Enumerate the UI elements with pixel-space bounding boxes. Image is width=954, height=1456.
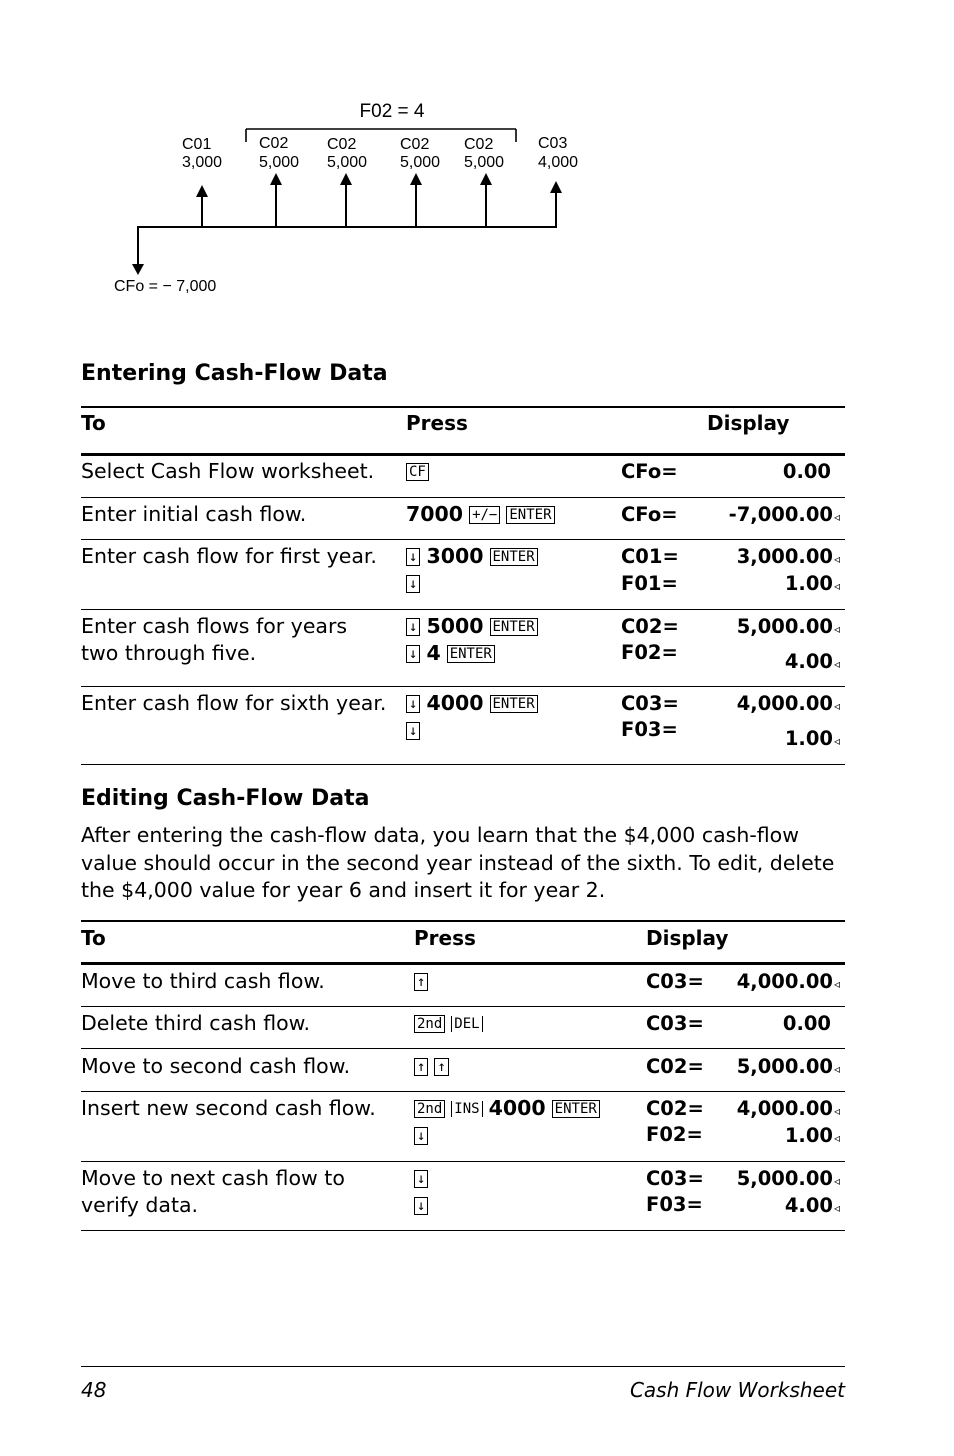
row-divider bbox=[81, 1048, 845, 1049]
down-arrow-key-icon: ↓ bbox=[406, 575, 420, 593]
computed-indicator-icon: ◃ bbox=[833, 734, 840, 748]
row-keys-line-2 bbox=[406, 717, 420, 744]
header-press: Press bbox=[414, 926, 476, 950]
down-arrow-key-icon: ↓ bbox=[414, 1197, 428, 1215]
initial-flow-label: CFo = − 7,000 bbox=[114, 278, 217, 295]
header-to: To bbox=[81, 411, 106, 435]
header-display: Display bbox=[707, 411, 790, 435]
flow-arrow-2 bbox=[259, 135, 299, 227]
display-label: F02= bbox=[646, 1123, 703, 1146]
display-label: CFo= bbox=[621, 460, 678, 483]
down-arrow-key-icon: ↓ bbox=[414, 1127, 428, 1145]
display-label: C02= bbox=[621, 615, 679, 638]
second-key: 2nd bbox=[414, 1100, 445, 1118]
display-label: C03= bbox=[646, 970, 704, 993]
up-arrow-key-icon: ↑ bbox=[414, 1058, 428, 1076]
flow-arrow-4 bbox=[400, 136, 440, 227]
flow-value-3: 5,000 bbox=[327, 154, 368, 171]
row-keys bbox=[406, 690, 538, 717]
second-key: 2nd bbox=[414, 1015, 445, 1033]
flow-label-3: C02 bbox=[327, 136, 357, 153]
display-value: 0.00 bbox=[782, 460, 831, 483]
computed-indicator-icon: ◃ bbox=[833, 657, 840, 671]
enter-key: ENTER bbox=[490, 618, 538, 636]
computed-indicator-icon: ◃ bbox=[833, 552, 840, 566]
row-divider bbox=[81, 497, 845, 498]
computed-indicator-icon: ◃ bbox=[833, 977, 840, 991]
row-keys bbox=[406, 543, 538, 570]
display-value: -7,000.00◃ bbox=[728, 503, 840, 526]
cf-key: CF bbox=[406, 463, 429, 481]
flow-arrow-5 bbox=[464, 136, 504, 227]
flow-value-5: 5,000 bbox=[464, 154, 505, 171]
flow-label-4: C02 bbox=[400, 136, 430, 153]
display-value: 4,000.00◃ bbox=[736, 970, 840, 993]
row-instruction: Enter cash flow for first year. bbox=[81, 544, 377, 568]
display-label: C03= bbox=[621, 692, 679, 715]
computed-indicator-icon: ◃ bbox=[833, 1201, 840, 1215]
header-display: Display bbox=[646, 926, 729, 950]
display-label: C02= bbox=[646, 1055, 704, 1078]
sign-change-key: +/− bbox=[469, 506, 500, 524]
computed-indicator-icon: ◃ bbox=[833, 699, 840, 713]
initial-outflow-arrow bbox=[132, 227, 144, 275]
section-heading-entering: Entering Cash-Flow Data bbox=[81, 361, 388, 386]
computed-indicator-icon: ◃ bbox=[833, 1131, 840, 1145]
row-keys bbox=[414, 1165, 428, 1192]
row-instruction: Enter cash flows for years bbox=[81, 614, 348, 638]
ins-key: INS bbox=[451, 1101, 482, 1117]
display-label: C02= bbox=[646, 1097, 704, 1120]
table-top-rule bbox=[81, 406, 845, 408]
table-bottom-rule bbox=[81, 764, 845, 765]
down-arrow-key-icon: ↓ bbox=[406, 548, 420, 566]
del-key: DEL bbox=[451, 1016, 482, 1032]
row-keys-line-2 bbox=[406, 570, 420, 597]
row-divider bbox=[81, 1091, 845, 1092]
display-value: 5,000.00◃ bbox=[736, 1167, 840, 1190]
number-entry: 4 bbox=[426, 641, 441, 665]
row-divider bbox=[81, 686, 845, 687]
flow-value-2: 5,000 bbox=[259, 154, 300, 171]
cash-flow-diagram bbox=[0, 0, 954, 310]
table-top-rule bbox=[81, 920, 845, 922]
row-instruction: Move to second cash flow. bbox=[81, 1054, 351, 1078]
flow-label-5: C02 bbox=[464, 136, 494, 153]
row-instruction: Insert new second cash flow. bbox=[81, 1096, 376, 1120]
number-entry: 4000 bbox=[426, 691, 484, 715]
display-label: C01= bbox=[621, 545, 679, 568]
number-entry: 4000 bbox=[488, 1096, 546, 1120]
row-keys bbox=[406, 458, 429, 485]
computed-indicator-icon: ◃ bbox=[833, 579, 840, 593]
display-value: 4,000.00◃ bbox=[736, 1097, 840, 1120]
up-arrow-key-icon: ↑ bbox=[414, 973, 428, 991]
flow-value-4: 5,000 bbox=[400, 154, 441, 171]
display-label: F03= bbox=[621, 718, 678, 741]
row-instruction: Move to next cash flow to bbox=[81, 1166, 345, 1190]
computed-indicator-icon: ◃ bbox=[833, 1174, 840, 1188]
enter-key: ENTER bbox=[447, 645, 495, 663]
display-label: CFo= bbox=[621, 503, 678, 526]
number-entry: 3000 bbox=[426, 544, 484, 568]
computed-indicator-icon: ◃ bbox=[833, 622, 840, 636]
down-arrow-key-icon: ↓ bbox=[406, 618, 420, 636]
row-instruction: Enter initial cash flow. bbox=[81, 502, 307, 526]
row-divider bbox=[81, 1006, 845, 1007]
row-instruction: Select Cash Flow worksheet. bbox=[81, 459, 375, 483]
bracket-label: F02 = 4 bbox=[359, 101, 425, 122]
footer-rule bbox=[81, 1366, 845, 1367]
flow-arrow-1 bbox=[182, 136, 222, 227]
row-instruction-line-2: two through five. bbox=[81, 641, 257, 665]
display-value: 1.00◃ bbox=[784, 727, 840, 750]
display-value: 4.00◃ bbox=[784, 650, 840, 673]
flow-arrow-3 bbox=[327, 136, 367, 227]
down-arrow-key-icon: ↓ bbox=[406, 722, 420, 740]
row-keys bbox=[406, 613, 538, 640]
row-instruction: Move to third cash flow. bbox=[81, 969, 325, 993]
flow-value-1: 3,000 bbox=[182, 154, 223, 171]
enter-key: ENTER bbox=[490, 695, 538, 713]
row-keys bbox=[414, 968, 428, 995]
display-value: 1.00◃ bbox=[784, 572, 840, 595]
display-value: 5,000.00◃ bbox=[736, 615, 840, 638]
row-instruction: Enter cash flow for sixth year. bbox=[81, 691, 387, 715]
row-keys bbox=[414, 1053, 449, 1080]
row-instruction: Delete third cash flow. bbox=[81, 1011, 311, 1035]
row-instruction-line-2: verify data. bbox=[81, 1193, 199, 1217]
display-value: 5,000.00◃ bbox=[736, 1055, 840, 1078]
row-keys-line-2 bbox=[406, 640, 495, 667]
display-label: C03= bbox=[646, 1012, 704, 1035]
computed-indicator-icon: ◃ bbox=[833, 1104, 840, 1118]
editing-paragraph: After entering the cash-flow data, you learn that the $4,000 cash-flow value should occur in the second year instead of the sixth. To edit, delete the $4,000 value for year 6 and insert it for year 2. bbox=[81, 823, 835, 902]
header-rule bbox=[81, 962, 845, 965]
header-to: To bbox=[81, 926, 106, 950]
enter-key: ENTER bbox=[490, 548, 538, 566]
row-divider bbox=[81, 539, 845, 540]
flow-arrow-6 bbox=[538, 135, 578, 227]
footer-section-title: Cash Flow Worksheet bbox=[629, 1378, 845, 1402]
display-value: 3,000.00◃ bbox=[736, 545, 840, 568]
row-keys-line-2 bbox=[414, 1122, 428, 1149]
computed-indicator-icon: ◃ bbox=[833, 510, 840, 524]
display-value: 4,000.00◃ bbox=[736, 692, 840, 715]
row-keys bbox=[414, 1010, 483, 1037]
number-entry: 5000 bbox=[426, 614, 484, 638]
section-heading-editing: Editing Cash-Flow Data bbox=[81, 786, 370, 811]
display-value: 1.00◃ bbox=[784, 1124, 840, 1147]
down-arrow-key-icon: ↓ bbox=[406, 695, 420, 713]
flow-label-2: C02 bbox=[259, 135, 289, 152]
enter-key: ENTER bbox=[552, 1100, 600, 1118]
row-divider bbox=[81, 609, 845, 610]
header-press: Press bbox=[406, 411, 468, 435]
row-divider bbox=[81, 1161, 845, 1162]
display-value: 4.00◃ bbox=[784, 1194, 840, 1217]
row-keys-line-2 bbox=[414, 1192, 428, 1219]
row-keys bbox=[406, 501, 555, 528]
computed-indicator-icon: ◃ bbox=[833, 1062, 840, 1076]
flow-label-6: C03 bbox=[538, 135, 568, 152]
down-arrow-key-icon: ↓ bbox=[406, 645, 420, 663]
enter-key: ENTER bbox=[506, 506, 554, 524]
page-number: 48 bbox=[81, 1378, 107, 1402]
flow-value-6: 4,000 bbox=[538, 154, 579, 171]
down-arrow-key-icon: ↓ bbox=[414, 1170, 428, 1188]
header-rule bbox=[81, 453, 845, 456]
row-keys bbox=[414, 1095, 600, 1122]
display-label: F01= bbox=[621, 572, 678, 595]
display-label: C03= bbox=[646, 1167, 704, 1190]
table-bottom-rule bbox=[81, 1230, 845, 1231]
flow-label-1: C01 bbox=[182, 136, 212, 153]
display-value: 0.00 bbox=[782, 1012, 831, 1035]
up-arrow-key-icon: ↑ bbox=[434, 1058, 448, 1076]
number-entry: 7000 bbox=[406, 502, 464, 526]
display-label: F02= bbox=[621, 641, 678, 664]
display-label: F03= bbox=[646, 1193, 703, 1216]
